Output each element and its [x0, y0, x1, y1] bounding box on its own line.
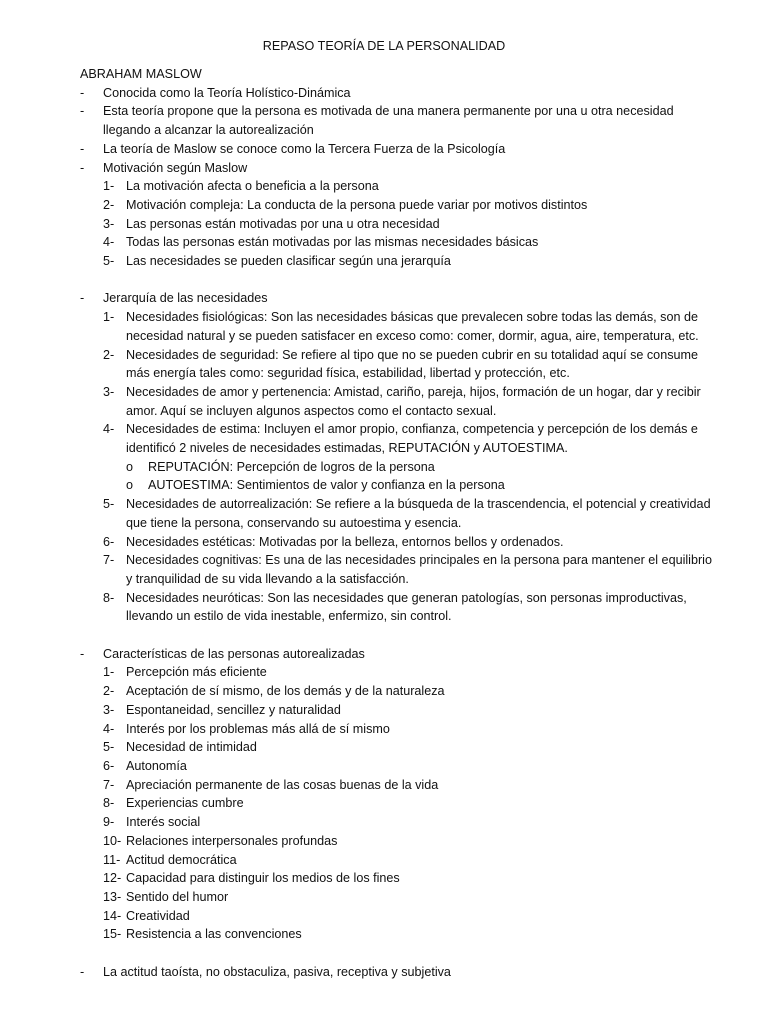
numbered-item: 6- Necesidades estéticas: Motivadas por la belleza, entornos bellos y ordenados. — [103, 534, 564, 549]
numbered-item: 4- Todas las personas están motivadas por las mismas necesidades básicas — [103, 235, 539, 250]
caract-list — [80, 663, 720, 944]
list-item: - Jerarquía de las necesidades — [80, 291, 268, 306]
document-title: REPASO TEORÍA DE LA PERSONALIDAD — [262, 39, 506, 53]
numbered-item-continuation: necesidad natural y se pueden satisfacer en exceso como: comer, dormir, agua, aire, temperatura, etc. — [126, 328, 699, 343]
numbered-item: 1- Percepción más eficiente — [103, 665, 267, 680]
numbered-item-continuation: llevando un estilo de vida inestable, enfermizo, sin control. — [126, 609, 452, 624]
numbered-item: 10- Relaciones interpersonales profundas — [103, 833, 338, 848]
list-item: - La teoría de Maslow se conoce como la Tercera Fuerza de la Psicología — [80, 141, 506, 156]
jerarquia-list — [80, 308, 720, 626]
sub-bullet-item: o AUTOESTIMA: Sentimientos de valor y confianza en la persona — [126, 476, 720, 495]
numbered-item-continuation: identificó 2 niveles de necesidades estimadas, REPUTACIÓN y AUTOESTIMA. — [126, 441, 568, 456]
numbered-item: 2- Necesidades de seguridad: Se refiere al tipo que no se pueden cubrir en su totalidad aquí se consume — [103, 347, 698, 362]
circle-bullet-icon: o — [126, 459, 134, 474]
list-item: - Características de las personas autorealizadas — [80, 646, 365, 661]
list-item: - Motivación según Maslow — [80, 160, 248, 175]
circle-bullet-icon: o — [126, 478, 134, 493]
numbered-item: 3- Necesidades de amor y pertenencia: Amistad, cariño, pareja, hijos, formación de un hogar, dar y recibir — [103, 384, 701, 399]
numbered-item: 5- Necesidad de intimidad — [103, 740, 257, 755]
sub-bullet-item: o REPUTACIÓN: Percepción de logros de la persona — [126, 458, 720, 477]
numbered-item: 9- Interés social — [103, 815, 201, 830]
numbered-item: 3- Las personas están motivadas por una u otra necesidad — [103, 216, 440, 231]
numbered-item: 8- Experiencias cumbre — [103, 796, 244, 811]
numbered-item-continuation: más energía tales como: seguridad física, estabilidad, libertad y protección, etc. — [126, 366, 570, 381]
numbered-item: 13- Sentido del humor — [103, 889, 229, 904]
numbered-item-continuation: que tiene la persona, conservando su autoestima y esencia. — [126, 515, 462, 530]
numbered-item: 11- Actitud democrática — [103, 852, 237, 867]
numbered-item: 3- Espontaneidad, sencillez y naturalidad — [103, 702, 341, 717]
numbered-item: 7- Necesidades cognitivas: Es una de las necesidades principales en la persona para mantener el equilibrio — [103, 553, 712, 568]
list-item: - Esta teoría propone que la persona es motivada de una manera permanente por una u otra necesidad — [80, 104, 674, 119]
numbered-item: 5- Necesidades de autorrealización: Se refiere a la búsqueda de la trascendencia, el potencial y creatividad — [103, 497, 711, 512]
section-heading: ABRAHAM MASLOW — [80, 67, 202, 81]
numbered-item: 15- Resistencia a las convenciones — [103, 927, 302, 942]
numbered-item: 2- Motivación compleja: La conducta de la persona puede variar por motivos distintos — [103, 197, 588, 212]
numbered-item: 5- Las necesidades se pueden clasificar según una jerarquía — [103, 254, 451, 269]
numbered-item: 6- Autonomía — [103, 758, 187, 773]
list-item: - Conocida como la Teoría Holístico-Dinámica — [80, 85, 351, 100]
numbered-item: 1- La motivación afecta o beneficia a la persona — [103, 179, 379, 194]
numbered-item: 2- Aceptación de sí mismo, de los demás y de la naturaleza — [103, 684, 445, 699]
numbered-item: 4- Interés por los problemas más allá de sí mismo — [103, 721, 390, 736]
list-item: - La actitud taoísta, no obstaculiza, pasiva, receptiva y subjetiva — [80, 964, 451, 979]
numbered-item-continuation: amor. Aquí se incluyen algunos aspectos como el contacto sexual. — [126, 403, 497, 418]
numbered-item: 7- Apreciación permanente de las cosas buenas de la vida — [103, 777, 439, 792]
list-item-continuation: llegando a alcanzar la autorealización — [103, 123, 314, 138]
motivacion-list — [80, 177, 720, 271]
numbered-item: 12- Capacidad para distinguir los medios de los fines — [103, 871, 400, 886]
numbered-item: 4- Necesidades de estima: Incluyen el amor propio, confianza, competencia y percepción de los demás e — [103, 422, 698, 437]
document-body — [80, 65, 720, 981]
numbered-item-continuation: y tranquilidad de su vida llevando a la satisfacción. — [126, 571, 409, 586]
numbered-item: 8- Necesidades neuróticas: Son las necesidades que generan patologías, son personas improductivas, — [103, 590, 687, 605]
numbered-item: 1- Necesidades fisiológicas: Son las necesidades básicas que prevalecen sobre todas las demás, son de — [103, 310, 698, 325]
numbered-item: 14- Creatividad — [103, 908, 190, 923]
